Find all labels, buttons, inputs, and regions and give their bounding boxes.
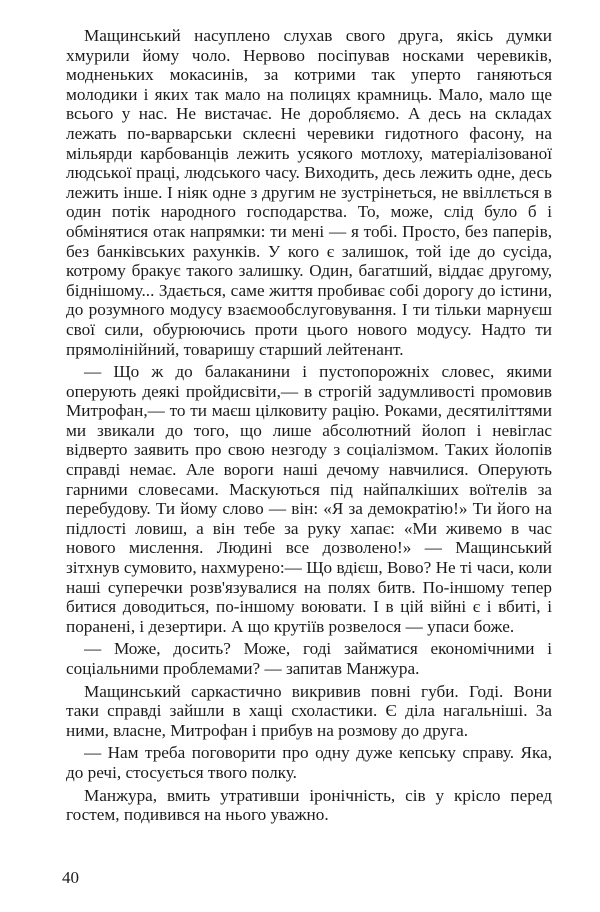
paragraph-6: Манжура, вмить утративши іронічність, сів у крісло перед гостем, подивився на нього уважно. (66, 785, 552, 825)
paragraph-3: — Може, досить? Може, годі займатися економічними і соціальними проблемами? — запитав Манжура. (66, 639, 552, 678)
paragraph-4: Мащинський саркастично викривив повні губи. Годі. Вони таки справді зайшли в хащі схоластики. Є діла нагальніші. За ними, власне, Митрофан і прибув на розмову до друга. (66, 681, 552, 740)
page-body (66, 26, 552, 825)
paragraph-1: Мащинський насуплено слухав свого друга, якісь думки хмурили йому чоло. Нервово посіпував носками черевиків, модненьких мокасинів, за котрими так уперто ганяються молодики і яких так мало на полицях крамниць. Мало, мало ще всього у нас. Не вистачає. Не доробляємо. А десь на складах лежать по-варварськи склеєні черевики гидотного фасону, на мільярди карбованців лежить усякого мотлоху, матеріалізованої людської праці, людського часу. Виходить, десь лежить одне, десь лежить інше. І ніяк одне з другим не зустрінеться, не ввіллється в один потік народного господарства. То, може, слід було б і обмінятися отак напрямки: ти мені — я тобі. Просто, без паперів, без банківських рахунків. У кого є залишок, той іде до сусіда, котрому бракує такого залишку. Один, багатший, віддає другому, біднішому... Здається, саме життя пробиває собі дорогу до істини, до розумного модусу взаємообслуговування. І ти тільки марнуєш свої сили, обурюючись проти цього нового модусу. Надто ти прямолінійний, товаришу старший лейтенант. (66, 26, 552, 359)
paragraph-5: — Нам треба поговорити про одну дуже кепську справу. Яка, до речі, стосується твого полку. (66, 743, 552, 782)
paragraph-2: — Що ж до балаканини і пустопорожніх словес, якими оперують деякі пройдисвіти,— в строгій задумливості промовив Митрофан,— то ти маєш цілковиту рацію. Роками, десятиліттями ми звикали до того, що лише абсолютний йолоп і невіглас відверто заявить про свою незгоду з соціалізмом. Таких йолопів справді немає. Але вороги наші дечому навчилися. Оперують гарними словесами. Маскуються під найпалкіших воїтелів за перебудову. Ти йому слово — він: «Я за демократію!» Ти його на підлості ловиш, а він тебе за руку хапає: «Ми живемо в час нового мислення. Людині все дозволено!» — Мащинський зітхнув сумовито, нахмурено:— Що вдієш, Вово? Не ті часи, коли наші суперечки розв'язувалися на полях битв. По-іншому тепер битися доводиться, по-іншому воювати. І в цій війні є і вбиті, і поранені, і дезертири. А що крутіїв розвелося — упаси боже. (66, 362, 552, 636)
page-number: 40 (62, 868, 79, 887)
